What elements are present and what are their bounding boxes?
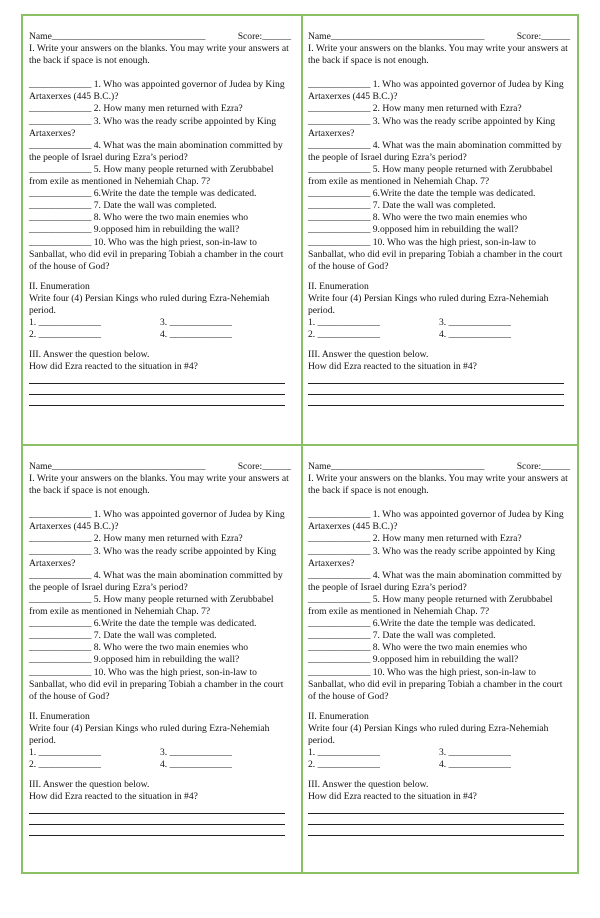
- enum-row: [308, 747, 570, 759]
- question-item[interactable]: _____________ 1. Who was appointed governor of Judea by King Artaxerxes (445 B.C.)?: [29, 509, 285, 533]
- enum-row: [308, 759, 570, 771]
- enum-item[interactable]: 2. _____________: [29, 759, 101, 771]
- question-item[interactable]: _____________ 2. How many men returned with Ezra?: [308, 103, 522, 115]
- score-line[interactable]: Score:______: [237, 461, 291, 472]
- enum-row: [308, 317, 570, 329]
- quiz-card: [29, 461, 291, 836]
- section3-title: III. Answer the question below.: [29, 349, 150, 361]
- enum-item[interactable]: 3. _____________: [160, 747, 232, 759]
- section2-title: II. Enumeration: [308, 280, 369, 292]
- section1-title: I. Write your answers on the blanks. You may write your answers at the back if space is not enough.: [308, 43, 568, 67]
- question-item[interactable]: _____________ 8. Who were the two main enemies who: [29, 642, 249, 654]
- enum-row: [29, 747, 291, 759]
- quiz-card: [29, 31, 291, 406]
- answer-line[interactable]: [308, 373, 564, 384]
- answer-line[interactable]: [29, 395, 285, 406]
- answer-line[interactable]: [29, 373, 285, 384]
- enum-item[interactable]: 1. _____________: [29, 747, 101, 759]
- enum-item[interactable]: 3. _____________: [439, 747, 511, 759]
- section1-title: I. Write your answers on the blanks. You may write your answers at the back if space is not enough.: [29, 43, 289, 67]
- answer-line[interactable]: [308, 395, 564, 406]
- question-item[interactable]: _____________ 1. Who was appointed governor of Judea by King Artaxerxes (445 B.C.)?: [29, 79, 285, 103]
- section2-instruction: Write four (4) Persian Kings who ruled during Ezra-Nehemiah period.: [29, 722, 270, 746]
- enum-row: [29, 329, 291, 341]
- enum-item[interactable]: 2. _____________: [308, 329, 380, 341]
- question-item[interactable]: _____________ 5. How many people returned with Zerubbabel from exile as mentioned in Nehemiah Chap. 7?: [29, 593, 274, 618]
- question-item[interactable]: _____________ 10. Who was the high priest, son-in-law to Sanballat, who did evil in preparing Tobiah a chamber in the court of the house of God?: [29, 236, 284, 272]
- enum-row: [308, 329, 570, 341]
- quiz-card: [308, 461, 570, 836]
- question-item[interactable]: _____________ 5. How many people returned with Zerubbabel from exile as mentioned in Nehemiah Chap. 7?: [29, 163, 274, 188]
- section3-question: How did Ezra reacted to the situation in #4?: [29, 791, 198, 803]
- question-item[interactable]: _____________ 6.Write the date the temple was dedicated.: [29, 188, 257, 200]
- enum-item[interactable]: 4. _____________: [439, 329, 511, 341]
- question-item[interactable]: _____________ 2. How many men returned with Ezra?: [29, 103, 243, 115]
- section3-question: How did Ezra reacted to the situation in #4?: [308, 791, 477, 803]
- score-line[interactable]: Score:______: [237, 31, 291, 42]
- answer-line[interactable]: [29, 825, 285, 836]
- enum-item[interactable]: 1. _____________: [308, 747, 380, 759]
- name-score-row: [308, 461, 570, 473]
- answer-line[interactable]: [308, 803, 564, 814]
- question-item[interactable]: _____________ 10. Who was the high priest, son-in-law to Sanballat, who did evil in preparing Tobiah a chamber in the court of the house of God?: [29, 666, 284, 702]
- answer-line[interactable]: [308, 825, 564, 836]
- name-score-row: [29, 461, 291, 473]
- score-line[interactable]: Score:______: [516, 31, 570, 42]
- question-item[interactable]: _____________ 7. Date the wall was completed.: [29, 200, 217, 212]
- question-item[interactable]: _____________ 2. How many men returned with Ezra?: [29, 533, 243, 545]
- question-item[interactable]: _____________ 6.Write the date the temple was dedicated.: [29, 618, 257, 630]
- section3-title: III. Answer the question below.: [308, 779, 429, 791]
- enum-item[interactable]: 4. _____________: [160, 759, 232, 771]
- question-item[interactable]: _____________ 9.opposed him in rebuilding the wall?: [308, 224, 519, 236]
- question-item[interactable]: _____________ 4. What was the main abomination committed by the people of Israel during Ezra’s period?: [29, 139, 283, 163]
- name-score-row: [29, 31, 291, 43]
- enum-item[interactable]: 2. _____________: [308, 759, 380, 771]
- question-item[interactable]: _____________ 2. How many men returned with Ezra?: [308, 533, 522, 545]
- enum-item[interactable]: 2. _____________: [29, 329, 101, 341]
- question-item[interactable]: _____________ 10. Who was the high priest, son-in-law to Sanballat, who did evil in preparing Tobiah a chamber in the court of the house of God?: [308, 666, 563, 702]
- horizontal-divider: [23, 444, 577, 446]
- section3-question: How did Ezra reacted to the situation in #4?: [29, 361, 198, 373]
- question-item[interactable]: _____________ 7. Date the wall was completed.: [29, 630, 217, 642]
- question-item[interactable]: _____________ 7. Date the wall was completed.: [308, 200, 496, 212]
- enum-item[interactable]: 3. _____________: [160, 317, 232, 329]
- section2-title: II. Enumeration: [308, 710, 369, 722]
- enum-row: [29, 759, 291, 771]
- enum-item[interactable]: 1. _____________: [29, 317, 101, 329]
- section3-question: How did Ezra reacted to the situation in #4?: [308, 361, 477, 373]
- quiz-card: [308, 31, 570, 406]
- section2-instruction: Write four (4) Persian Kings who ruled during Ezra-Nehemiah period.: [308, 292, 549, 316]
- question-item[interactable]: _____________ 5. How many people returned with Zerubbabel from exile as mentioned in Nehemiah Chap. 7?: [308, 163, 553, 188]
- name-line[interactable]: Name________________________________: [308, 31, 485, 42]
- section1-title: I. Write your answers on the blanks. You may write your answers at the back if space is not enough.: [29, 473, 289, 497]
- name-line[interactable]: Name________________________________: [308, 461, 485, 472]
- answer-line[interactable]: [308, 384, 564, 395]
- enum-item[interactable]: 1. _____________: [308, 317, 380, 329]
- section1-title: I. Write your answers on the blanks. You may write your answers at the back if space is not enough.: [308, 473, 568, 497]
- question-item[interactable]: _____________ 3. Who was the ready scribe appointed by King Artaxerxes?: [308, 545, 556, 569]
- question-item[interactable]: _____________ 7. Date the wall was completed.: [308, 630, 496, 642]
- name-score-row: [308, 31, 570, 43]
- question-item[interactable]: _____________ 5. How many people returned with Zerubbabel from exile as mentioned in Nehemiah Chap. 7?: [308, 593, 553, 618]
- enum-row: [29, 317, 291, 329]
- section3-title: III. Answer the question below.: [29, 779, 150, 791]
- question-item[interactable]: _____________ 1. Who was appointed governor of Judea by King Artaxerxes (445 B.C.)?: [308, 79, 564, 103]
- question-item[interactable]: _____________ 6.Write the date the temple was dedicated.: [308, 188, 536, 200]
- enum-item[interactable]: 4. _____________: [160, 329, 232, 341]
- answer-line[interactable]: [308, 814, 564, 825]
- question-item[interactable]: _____________ 3. Who was the ready scribe appointed by King Artaxerxes?: [308, 115, 556, 139]
- section2-title: II. Enumeration: [29, 280, 90, 292]
- question-item[interactable]: _____________ 1. Who was appointed governor of Judea by King Artaxerxes (445 B.C.)?: [308, 509, 564, 533]
- name-line[interactable]: Name________________________________: [29, 461, 206, 472]
- question-item[interactable]: _____________ 10. Who was the high priest, son-in-law to Sanballat, who did evil in preparing Tobiah a chamber in the court of the house of God?: [308, 236, 563, 272]
- question-item[interactable]: _____________ 4. What was the main abomination committed by the people of Israel during Ezra’s period?: [29, 569, 283, 593]
- question-item[interactable]: _____________ 8. Who were the two main enemies who: [308, 212, 528, 224]
- answer-line[interactable]: [29, 803, 285, 814]
- question-item[interactable]: _____________ 3. Who was the ready scribe appointed by King Artaxerxes?: [29, 115, 277, 139]
- answer-line[interactable]: [29, 384, 285, 395]
- question-item[interactable]: _____________ 4. What was the main abomination committed by the people of Israel during Ezra’s period?: [308, 139, 562, 163]
- question-item[interactable]: _____________ 3. Who was the ready scribe appointed by King Artaxerxes?: [29, 545, 277, 569]
- question-item[interactable]: _____________ 9.opposed him in rebuilding the wall?: [29, 224, 240, 236]
- question-item[interactable]: _____________ 8. Who were the two main enemies who: [29, 212, 249, 224]
- section3-title: III. Answer the question below.: [308, 349, 429, 361]
- question-item[interactable]: _____________ 9.opposed him in rebuilding the wall?: [308, 654, 519, 666]
- enum-item[interactable]: 4. _____________: [439, 759, 511, 771]
- score-line[interactable]: Score:______: [516, 461, 570, 472]
- name-line[interactable]: Name________________________________: [29, 31, 206, 42]
- section2-instruction: Write four (4) Persian Kings who ruled during Ezra-Nehemiah period.: [29, 292, 270, 316]
- section2-title: II. Enumeration: [29, 710, 90, 722]
- section2-instruction: Write four (4) Persian Kings who ruled during Ezra-Nehemiah period.: [308, 722, 549, 746]
- question-item[interactable]: _____________ 9.opposed him in rebuilding the wall?: [29, 654, 240, 666]
- question-item[interactable]: _____________ 8. Who were the two main enemies who: [308, 642, 528, 654]
- question-item[interactable]: _____________ 6.Write the date the temple was dedicated.: [308, 618, 536, 630]
- answer-line[interactable]: [29, 814, 285, 825]
- question-item[interactable]: _____________ 4. What was the main abomination committed by the people of Israel during Ezra’s period?: [308, 569, 562, 593]
- enum-item[interactable]: 3. _____________: [439, 317, 511, 329]
